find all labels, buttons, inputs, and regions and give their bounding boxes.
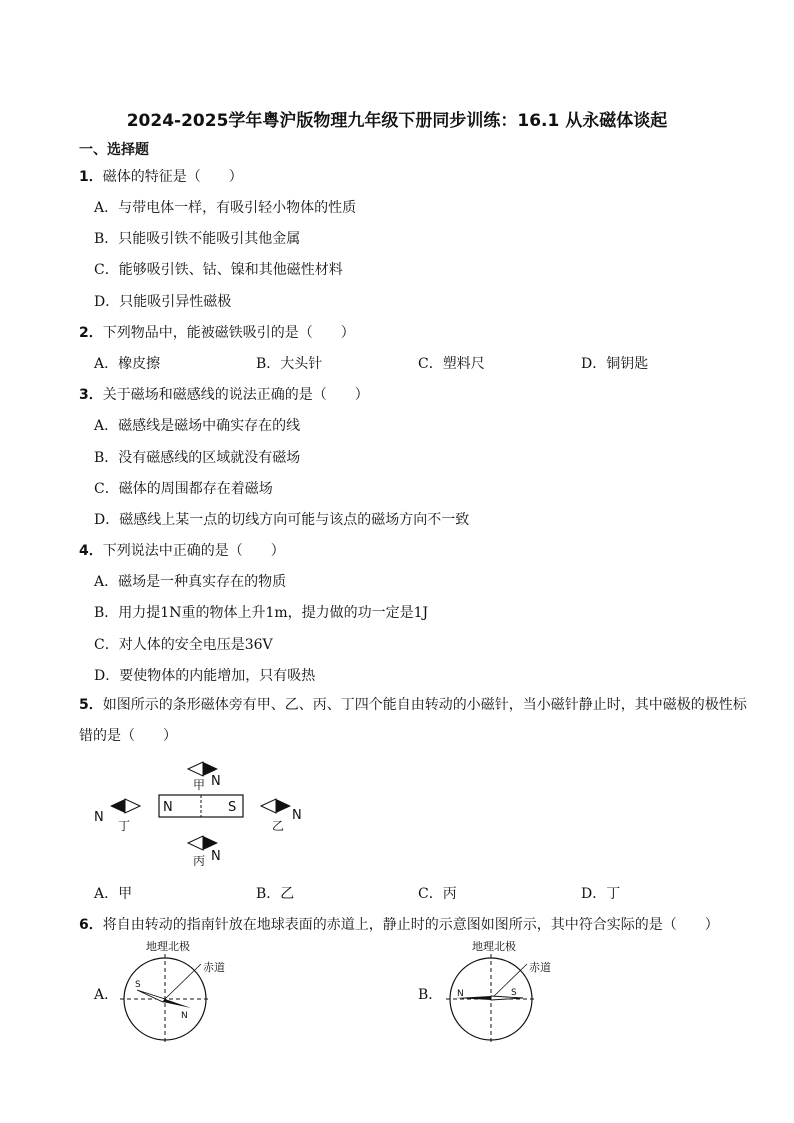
q4-option-d: D．要使物体的内能增加，只有吸热 <box>94 668 316 684</box>
q4-option-b: B．用力提1N重的物体上升1m，提力做的功一定是1J <box>94 605 429 621</box>
q5-option-c: C．丙 <box>418 886 457 902</box>
question-stem: 下列说法中正确的是（ ） <box>102 543 285 559</box>
q2-option-b: B．大头针 <box>256 356 323 372</box>
q4-option-a: A．磁场是一种真实存在的物质 <box>94 574 287 590</box>
q5-option-d: D．丁 <box>581 886 621 902</box>
q6-option-b: B． <box>418 987 443 1003</box>
question-number: 1． <box>79 169 103 185</box>
question-stem: 将自由转动的指南针放在地球表面的赤道上，静止时的示意图如图所示，其中符合实际的是（ ） <box>102 917 719 933</box>
question-3 <box>79 384 369 404</box>
q5-option-b: B．乙 <box>256 886 295 902</box>
bar-s-label: S <box>228 800 237 815</box>
q6-option-a: A． <box>94 987 119 1003</box>
question-1 <box>79 166 243 186</box>
q1-option-d: D．只能吸引异性磁极 <box>94 294 232 310</box>
section-heading: 一、选择题 <box>79 142 149 158</box>
q1-option-a: A．与带电体一样，有吸引轻小物体的性质 <box>94 200 357 216</box>
compass-needle <box>137 990 191 1008</box>
needle-n-label: N <box>94 810 104 825</box>
compass-needle-yi <box>261 799 291 813</box>
question-number: 6． <box>79 917 103 933</box>
label-jia: 甲 <box>193 778 206 792</box>
q3-option-a: A．磁感线是磁场中确实存在的线 <box>94 418 301 434</box>
question-number: 3． <box>79 387 103 403</box>
q2-option-a: A．橡皮擦 <box>94 356 161 372</box>
geographic-north-label: 地理北极 <box>472 940 516 953</box>
q4-option-c: C．对人体的安全电压是36V <box>94 637 273 653</box>
label-yi: 乙 <box>272 819 285 833</box>
compass-equator-figure-b <box>441 938 581 1048</box>
question-2 <box>79 322 355 342</box>
label-bing: 丙 <box>193 854 206 868</box>
q2-option-c: C．塑料尺 <box>418 356 485 372</box>
question-4 <box>79 540 285 560</box>
question-stem: 关于磁场和磁感线的说法正确的是（ ） <box>102 387 369 403</box>
needle-s-label: S <box>135 980 141 990</box>
q3-option-d: D．磁感线上某一点的切线方向可能与该点的磁场方向不一致 <box>94 512 470 528</box>
question-number: 4． <box>79 543 103 559</box>
q1-option-b: B．只能吸引铁不能吸引其他金属 <box>94 231 301 247</box>
q3-option-c: C．磁体的周围都存在着磁场 <box>94 481 273 497</box>
bar-n-label: N <box>163 800 173 815</box>
page-title: 2024-2025学年粤沪版物理九年级下册同步训练：16.1 从永磁体谈起 <box>126 111 668 131</box>
needle-s-label: S <box>511 988 517 998</box>
question-stem: 下列物品中，能被磁铁吸引的是（ ） <box>102 325 355 341</box>
question-number: 5． <box>79 697 103 713</box>
bar-magnet-figure <box>85 755 325 870</box>
needle-n-label: N <box>211 774 221 789</box>
q1-option-c: C．能够吸引铁、钴、镍和其他磁性材料 <box>94 262 343 278</box>
question-stem: 如图所示的条形磁体旁有甲、乙、丙、丁四个能自由转动的小磁针，当小磁针静止时，其中磁极的极性标错的是（ ） <box>79 697 747 744</box>
equator-label: 赤道 <box>203 961 225 974</box>
q2-option-d: D．铜钥匙 <box>581 356 649 372</box>
q3-option-b: B．没有磁感线的区域就没有磁场 <box>94 450 301 466</box>
compass-equator-figure-a <box>115 938 255 1048</box>
needle-n-label: N <box>292 808 302 823</box>
needle-n-label: N <box>211 849 221 864</box>
needle-n-label: N <box>457 989 464 999</box>
question-stem: 磁体的特征是（ ） <box>102 169 243 185</box>
needle-n-label: N <box>181 1011 188 1021</box>
question-5 <box>79 690 749 752</box>
compass-needle-ding <box>110 799 140 813</box>
q5-option-a: A．甲 <box>94 886 133 902</box>
geographic-north-label: 地理北极 <box>146 940 190 953</box>
question-number: 2． <box>79 325 103 341</box>
compass-needle-bing <box>188 836 218 850</box>
question-6 <box>79 914 719 934</box>
equator-label: 赤道 <box>529 961 551 974</box>
label-ding: 丁 <box>118 819 131 833</box>
